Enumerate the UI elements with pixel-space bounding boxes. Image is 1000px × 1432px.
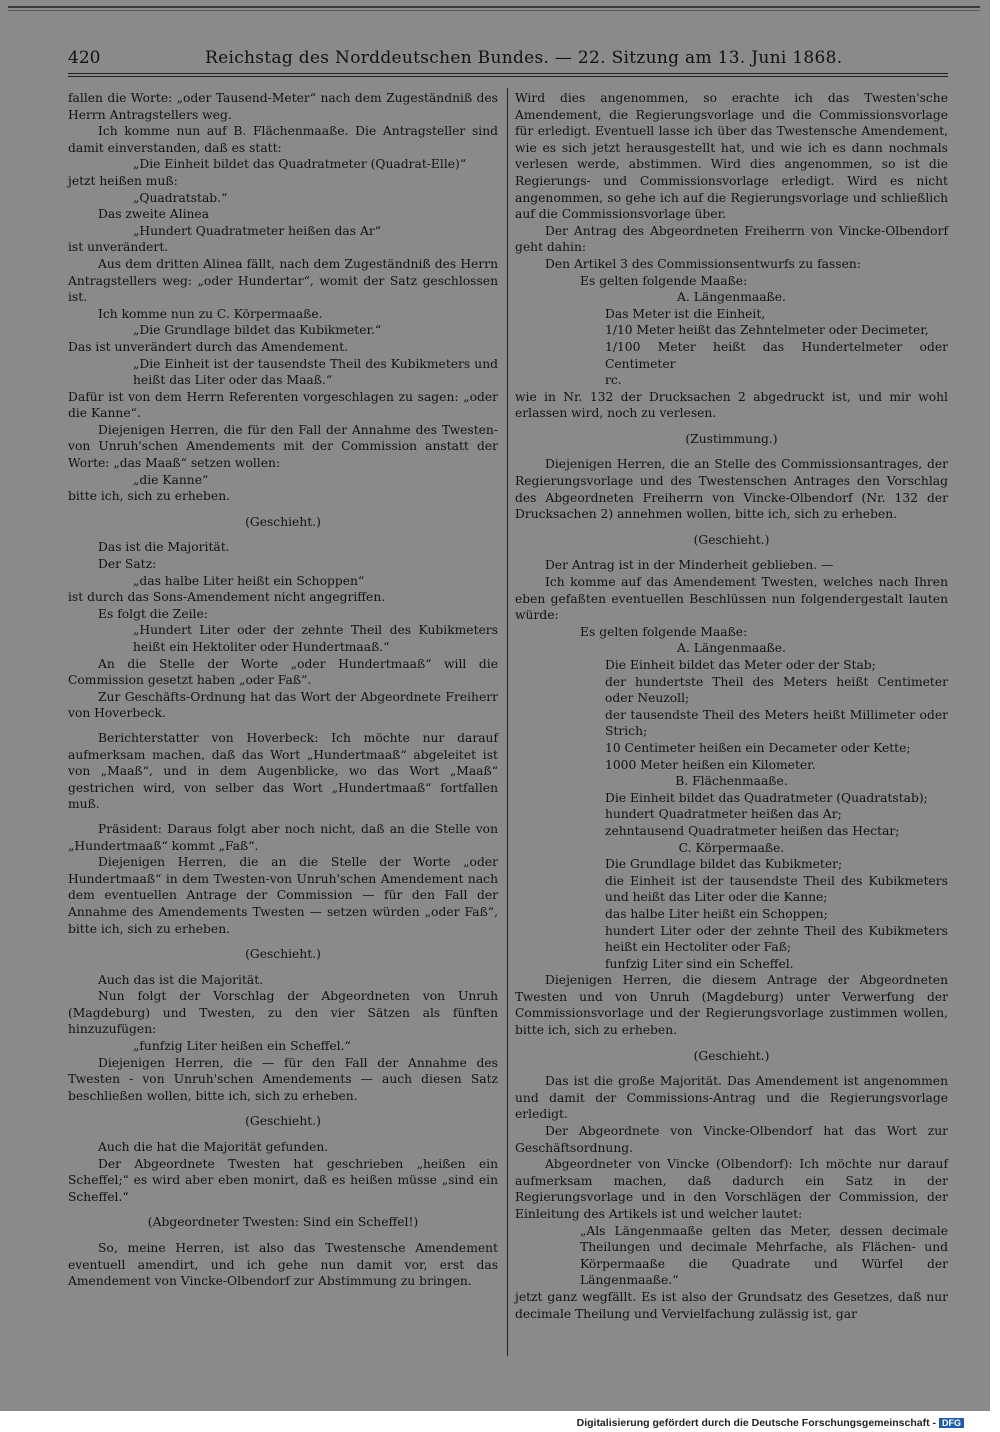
- right-column: [515, 90, 948, 1322]
- paragraph: Der Satz:: [98, 557, 157, 572]
- quote-line: „funfzig Liter heißen ein Scheffel.“: [133, 1039, 351, 1054]
- speech-president: Präsident: Daraus folgt aber noch nicht, daß an die Stelle von „Hundertmaaß“ kommt „Faß“.: [68, 821, 498, 853]
- paragraph: Nun folgt der Vorschlag der Abgeordneten von Unruh (Magdeburg) und Twesten, zu den vier Sätzen als fünften hinzuzufügen:: [68, 989, 498, 1037]
- paragraph: Diejenigen Herren, die — für den Fall der Annahme des Twesten - von Unruh'schen Amendements — auch diesen Satz beschließen wollen, bitte ich, sich zu erheben.: [68, 1055, 498, 1103]
- paragraph: Der Abgeordnete von Vincke-Olbendorf hat das Wort zur Geschäftsordnung.: [515, 1124, 948, 1155]
- column-divider: [507, 88, 508, 1356]
- credit-text: Digitalisierung gefördert durch die Deutsche Forschungsgemeinschaft -: [576, 1417, 936, 1429]
- paragraph: Auch das ist die Majorität.: [98, 972, 264, 987]
- paragraph: Ich komme nun zu C. Körpermaaße.: [98, 306, 323, 321]
- paragraph: Das ist die große Majorität. Das Amendement ist angenommen und damit der Commissions-Antrag und die Regierungsvorlage erledigt.: [515, 1074, 948, 1122]
- paragraph: Wird dies angenommen, so erachte ich das Twesten'sche Amendement, die Regierungsvorlage und die Commissionsvorlage für erledigt. Eventuell lasse ich über das Twestensche Amendement, wie es sich jetzt herausgestellt hat, und wie ich es dann nochmals verlesen werde, abstimmen. Wird dies angenommen, so ist die Regierungs- und Commissionsvorlage erledigt. Wird es nicht angenommen, so gehe ich auf die Regierungsvorlage und schließlich auf die Commissionsvorlage über.: [515, 91, 948, 222]
- paragraph: Das zweite Alinea: [98, 207, 210, 222]
- stage-direction: (Geschieht.): [245, 514, 321, 529]
- paragraph: Der Abgeordnete Twesten hat geschrieben „heißen ein Scheffel;“ es wird aber eben monirt, daß es heißen müsse „sind ein Scheffel.“: [68, 1156, 498, 1204]
- quote-line: „Die Grundlage bildet das Kubikmeter.“: [133, 323, 382, 338]
- quote-line: „Die Einheit ist der tausendste Theil des Kubikmeters und heißt das Liter oder das Maaß.“: [133, 356, 498, 388]
- paragraph: Diejenigen Herren, die diesem Antrage der Abgeordneten Twesten und von Unruh (Magdeburg) unter Verwerfung der Commissionsvorlage und der Regierungsvorlage zustimmen wollen, bitte ich, sich zu erheben.: [515, 973, 948, 1038]
- paragraph: jetzt ganz wegfällt. Es ist also der Grundsatz des Gesetzes, daß nur decimale Theilung und Vervielfachung zulässig ist, gar: [515, 1289, 948, 1321]
- stage-direction: (Geschieht.): [245, 947, 321, 962]
- running-title: Reichstag des Norddeutschen Bundes. — 22. Sitzung am 13. Juni 1868.: [205, 48, 843, 68]
- speech-vincke: Abgeordneter von Vincke (Olbendorf): Ich möchte nur darauf aufmerksam machen, daß dadurch ein Satz in der Regierungsvorlage und in den Vorschlägen der Commission, der Einleitung des Artikels ist und welcher lautet:: [515, 1157, 948, 1221]
- stage-direction: (Geschieht.): [693, 532, 770, 547]
- section-heading: B. Flächenmaaße.: [675, 774, 788, 789]
- paragraph: Dafür ist von dem Herrn Referenten vorgeschlagen zu sagen: „oder die Kanne“.: [68, 389, 498, 421]
- list-line: die Einheit ist der tausendste Theil des Kubikmeters und heißt das Liter oder die Kanne;: [605, 873, 948, 905]
- quote-line: „das halbe Liter heißt ein Schoppen“: [133, 573, 365, 588]
- list-line: 1/10 Meter heißt das Zehntelmeter oder Decimeter,: [605, 323, 929, 338]
- quote-line: „Die Einheit bildet das Quadratmeter (Quadrat-Elle)“: [133, 157, 467, 172]
- paragraph: Ich komme auf das Amendement Twesten, welches nach Ihren eben gefaßten eventuellen Beschlüssen nun folgendergestalt lauten würde:: [515, 575, 948, 623]
- left-column: [68, 90, 498, 1290]
- section-heading: A. Längenmaaße.: [677, 290, 786, 305]
- paragraph: Der Antrag des Abgeordneten Freiherrn von Vincke-Olbendorf geht dahin:: [515, 223, 948, 255]
- quote-line: „Als Längenmaaße gelten das Meter, dessen decimale Theilungen und decimale Mehrfache, als Flächen- und Körpermaaße die Quadrate und Würfel der Längenmaaße.“: [580, 1223, 948, 1288]
- dfg-logo: DFG: [939, 1418, 964, 1428]
- paragraph: wie in Nr. 132 der Drucksachen 2 abgedruckt ist, und mir wohl erlassen wird, noch zu verlesen.: [515, 389, 948, 421]
- list-line: rc.: [605, 373, 622, 388]
- paragraph: Diejenigen Herren, die an Stelle des Commissionsantrages, der Regierungsvorlage und des Twestenschen Antrages den Vorschlag des Abgeordneten Freiherrn von Vincke-Olbendorf (Nr. 132 der Drucksachen 2) annehmen wollen, bitte ich, sich zu erheben.: [515, 457, 948, 522]
- quote-line: „Quadratstab.“: [133, 190, 228, 205]
- paragraph: bitte ich, sich zu erheben.: [68, 489, 231, 504]
- top-frame-line-inner: [8, 10, 980, 11]
- list-line: Die Einheit bildet das Quadratmeter (Quadratstab);: [605, 790, 928, 805]
- paragraph: Aus dem dritten Alinea fällt, nach dem Zugeständniß des Herrn Antragstellers weg: „oder Hundertar“, womit der Satz geschlossen ist.: [68, 256, 498, 305]
- quote-line: „die Kanne“: [133, 472, 209, 487]
- footer-credit: [577, 1417, 964, 1429]
- list-line: zehntausend Quadratmeter heißen das Hectar;: [605, 823, 900, 838]
- list-line: hundert Quadratmeter heißen das Ar;: [605, 807, 842, 822]
- list-line: 10 Centimeter heißen ein Decameter oder Kette;: [605, 740, 911, 755]
- section-heading: A. Längenmaaße.: [677, 641, 786, 656]
- quote-line: Es gelten folgende Maaße:: [580, 273, 748, 288]
- paragraph: Das ist unverändert durch das Amendement.: [68, 339, 348, 354]
- paragraph: Diejenigen Herren, die für den Fall der Annahme des Twesten-von Unruh'schen Amendements mit der Commission anstatt der Worte: „das Maaß“ setzen wollen:: [68, 422, 498, 471]
- paragraph: fallen die Worte: „oder Tausend-Meter“ nach dem Zugeständniß des Herrn Antragstellers weg.: [68, 91, 498, 122]
- paragraph: jetzt heißen muß:: [68, 173, 178, 188]
- top-frame-line: [8, 6, 980, 8]
- header-rule: [68, 73, 948, 74]
- list-line: das halbe Liter heißt ein Schoppen;: [605, 906, 828, 921]
- paragraph: So, meine Herren, ist also das Twestensche Amendement eventuell amendirt, und ich gehe nun damit vor, erst das Amendement von Vincke-Olbendorf zur Abstimmung zu bringen.: [68, 1241, 498, 1289]
- list-line: 1/100 Meter heißt das Hundertelmeter oder Centimeter: [605, 339, 948, 371]
- paragraph: Ich komme nun auf B. Flächenmaaße. Die Antragsteller sind damit einverstanden, daß es statt:: [68, 124, 498, 155]
- paragraph: Diejenigen Herren, die an die Stelle der Worte „oder Hundertmaaß“ in dem Twesten-von Unruh'schen Amendement nach dem eventuellen Antrage der Commission — für den Fall der Annahme des Amendements Twesten — setzen würden „oder Faß“, bitte ich, sich zu erheben.: [68, 855, 498, 936]
- speech-hoverbeck: Berichterstatter von Hoverbeck: Ich möchte nur darauf aufmerksam machen, daß das Wort „Hundertmaaß“ abgeleitet ist von „Maaß“, und in dem Augenblicke, wo das Wort „Maaß“ gestrichen wird, von selber das Wort „Hundertmaaß“ fortfallen muß.: [68, 730, 498, 812]
- page-number: 420: [68, 48, 101, 68]
- quote-line: „Hundert Quadratmeter heißen das Ar“: [133, 223, 382, 238]
- paragraph: Es folgt die Zeile:: [98, 606, 208, 621]
- paragraph: ist unverändert.: [68, 240, 169, 255]
- quote-line: Es gelten folgende Maaße:: [580, 624, 748, 639]
- list-line: 1000 Meter heißen ein Kilometer.: [605, 757, 816, 772]
- stage-direction: (Zustimmung.): [685, 431, 778, 446]
- list-line: funfzig Liter sind ein Scheffel.: [605, 956, 794, 971]
- paragraph: Das ist die Majorität.: [98, 540, 230, 555]
- paragraph: Der Antrag ist in der Minderheit geblieben. —: [545, 558, 834, 573]
- list-line: Das Meter ist die Einheit,: [605, 306, 766, 321]
- paragraph: An die Stelle der Worte „oder Hundertmaaß“ will die Commission gesetzt haben „oder Faß“.: [68, 656, 498, 688]
- paragraph: ist durch das Sons-Amendement nicht angegriffen.: [68, 590, 386, 605]
- quote-line: „Hundert Liter oder der zehnte Theil des Kubikmeters heißt ein Hektoliter oder Hundertmaaß.“: [133, 623, 498, 654]
- paragraph: Auch die hat die Majorität gefunden.: [98, 1140, 329, 1155]
- stage-direction: (Geschieht.): [693, 1048, 770, 1063]
- list-line: der tausendste Theil des Meters heißt Millimeter oder Strich;: [605, 707, 948, 739]
- header-rule-2: [68, 76, 948, 77]
- list-line: der hundertste Theil des Meters heißt Centimeter oder Neuzoll;: [605, 674, 948, 706]
- interjection: (Abgeordneter Twesten: Sind ein Scheffel!): [147, 1215, 419, 1230]
- paragraph: Den Artikel 3 des Commissionsentwurfs zu fassen:: [545, 256, 861, 271]
- paragraph: Zur Geschäfts-Ordnung hat das Wort der Abgeordnete Freiherr von Hoverbeck.: [68, 689, 498, 721]
- list-line: hundert Liter oder der zehnte Theil des Kubikmeters heißt ein Hectoliter oder Faß;: [605, 923, 948, 955]
- page-header: [68, 48, 948, 70]
- section-heading: C. Körpermaaße.: [678, 840, 785, 855]
- list-line: Die Grundlage bildet das Kubikmeter;: [605, 857, 843, 872]
- list-line: Die Einheit bildet das Meter oder der Stab;: [605, 658, 876, 672]
- stage-direction: (Geschieht.): [245, 1114, 321, 1129]
